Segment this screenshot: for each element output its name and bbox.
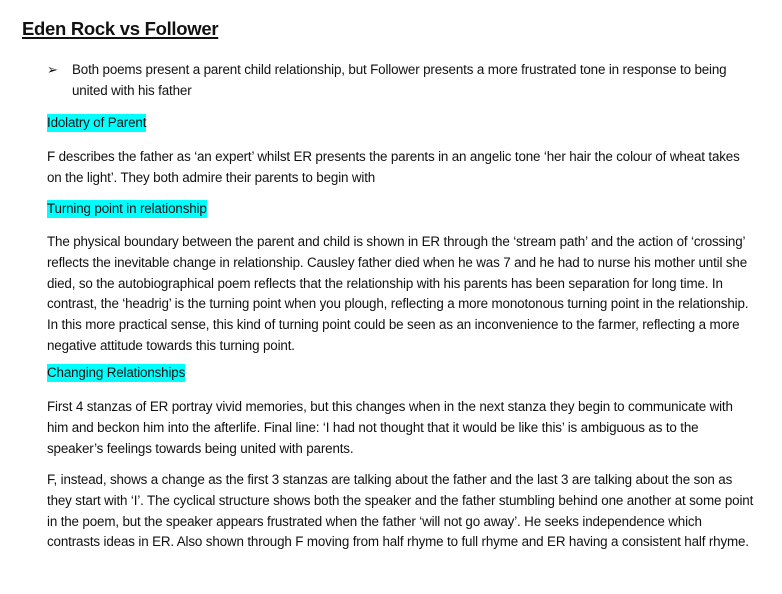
- document-title: Eden Rock vs Follower: [22, 18, 219, 39]
- highlighted-heading-text: Idolatry of Parent: [47, 115, 147, 130]
- highlighted-heading-text: Turning point in relationship: [47, 201, 207, 216]
- paragraph-idolatry: F describes the father as ‘an expert’ whilst ER presents the parents in an angelic tone ‘her hair the colour of wheat takes on the light’. They both admire their parents to begin with: [47, 149, 740, 185]
- arrow-bullet-icon: ➢: [47, 62, 58, 77]
- paragraph-changing-f: F, instead, shows a change as the first 3 stanzas are talking about the father and the last 3 are talking about the son as they start with ‘I’. The cyclical structure shows both the speaker and the father stumbling behind one another at some point in the poem, but the speaker appears frustrated when the father ‘will not go away’. He seeks independence which contrasts ideas in ER. Also shown through F moving from half rhyme to full rhyme and ER having a consistent half rhyme.: [47, 472, 754, 550]
- highlighted-heading-text: Changing Relationships: [47, 365, 186, 380]
- summary-bullet: [47, 60, 747, 101]
- paragraph-turning-point: The physical boundary between the parent and child is shown in ER through the ‘stream path’ and the action of ‘crossing’ reflects the inevitable change in relationship. Causley father died when he was 7 and he had to nurse his mother until she died, so the autobiographical poem reflects that the relationship with his parents has been separation for long time. In contrast, the ‘headrig’ is the turning point when you plough, reflecting a more monotonous turning point in the relationship. In this more practical sense, this kind of turning point could be seen as an inconvenience to the farmer, reflecting a more negative attitude towards this turning point.: [47, 234, 749, 353]
- section-heading-turning-point: [47, 199, 207, 218]
- section-heading-changing-relationships: [47, 363, 185, 382]
- paragraph-changing-er: First 4 stanzas of ER portray vivid memories, but this changes when in the next stanza they begin to communicate with him and beckon him into the afterlife. Final line: ‘I had not thought that it would be like this’ is ambiguous as to the speaker’s feelings towards being united with parents.: [47, 399, 733, 456]
- section-heading-idolatry: [47, 113, 146, 132]
- summary-bullet-text: Both poems present a parent child relationship, but Follower presents a more frustrated tone in response to being united with his father: [72, 62, 727, 98]
